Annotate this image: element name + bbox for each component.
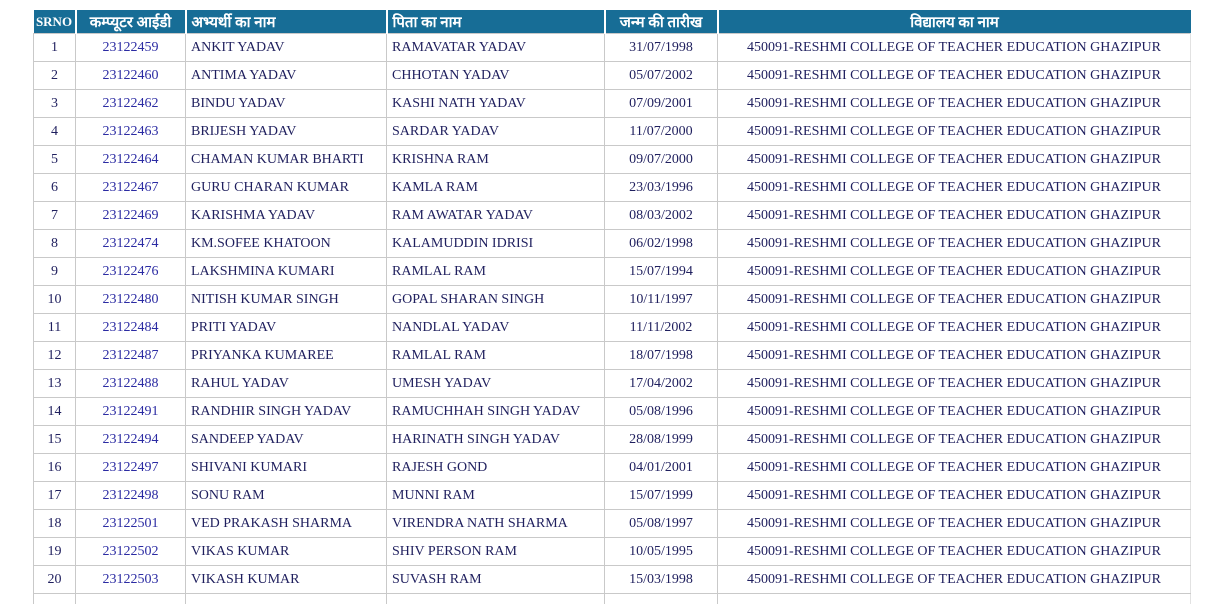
srno-cell: 4 <box>34 118 76 146</box>
computer-id-link[interactable]: 23122463 <box>76 118 186 146</box>
table-row <box>34 258 1191 286</box>
dob-cell: 31/07/1998 <box>605 34 718 62</box>
school-name-cell: 450091-RESHMI COLLEGE OF TEACHER EDUCATION GHAZIPUR <box>718 90 1191 118</box>
candidate-name-cell: RAHUL YADAV <box>186 370 387 398</box>
table-row <box>34 454 1191 482</box>
father-name-cell: VIRENDRA NATH SHARMA <box>387 510 605 538</box>
srno-cell: 8 <box>34 230 76 258</box>
dob-cell: 05/08/1997 <box>605 510 718 538</box>
srno-cell: 19 <box>34 538 76 566</box>
computer-id-link[interactable]: 23122502 <box>76 538 186 566</box>
father-name-cell: HARINATH SINGH YADAV <box>387 426 605 454</box>
table-row <box>34 314 1191 342</box>
dob-cell: 17/04/2002 <box>605 370 718 398</box>
father-name-cell: RAMLAL RAM <box>387 342 605 370</box>
dob-cell: 05/07/2002 <box>605 62 718 90</box>
candidate-name-cell: ANKIT YADAV <box>186 34 387 62</box>
school-name-cell: 450091-RESHMI COLLEGE OF TEACHER EDUCATION GHAZIPUR <box>718 398 1191 426</box>
table-row <box>34 370 1191 398</box>
srno-cell: 14 <box>34 398 76 426</box>
school-name-cell: 450091-RESHMI COLLEGE OF TEACHER EDUCATION GHAZIPUR <box>718 118 1191 146</box>
table-row <box>34 174 1191 202</box>
computer-id-link[interactable]: 23122498 <box>76 482 186 510</box>
table-row <box>34 538 1191 566</box>
srno-cell <box>34 594 76 604</box>
srno-cell: 17 <box>34 482 76 510</box>
candidate-name-cell: PRIYANKA KUMAREE <box>186 342 387 370</box>
srno-cell: 6 <box>34 174 76 202</box>
computer-id-link[interactable]: 23122474 <box>76 230 186 258</box>
father-name-cell: GOPAL SHARAN SINGH <box>387 286 605 314</box>
table-row <box>34 566 1191 594</box>
school-name-cell: 450091-RESHMI COLLEGE OF TEACHER EDUCATION GHAZIPUR <box>718 146 1191 174</box>
computer-id-link[interactable]: 23122503 <box>76 566 186 594</box>
srno-cell: 5 <box>34 146 76 174</box>
column-header-school-name: विद्यालय का नाम <box>718 10 1191 34</box>
school-name-cell <box>718 594 1191 604</box>
table-row <box>34 90 1191 118</box>
candidate-name-cell: SHIVANI KUMARI <box>186 454 387 482</box>
school-name-cell: 450091-RESHMI COLLEGE OF TEACHER EDUCATION GHAZIPUR <box>718 314 1191 342</box>
computer-id-link[interactable]: 23122480 <box>76 286 186 314</box>
father-name-cell: KASHI NATH YADAV <box>387 90 605 118</box>
dob-cell: 10/11/1997 <box>605 286 718 314</box>
father-name-cell: RAMUCHHAH SINGH YADAV <box>387 398 605 426</box>
father-name-cell: SARDAR YADAV <box>387 118 605 146</box>
table-body <box>34 34 1191 604</box>
computer-id-link[interactable]: 23122467 <box>76 174 186 202</box>
dob-cell: 15/07/1999 <box>605 482 718 510</box>
father-name-cell: CHHOTAN YADAV <box>387 62 605 90</box>
table-row <box>34 202 1191 230</box>
column-header-dob: जन्म की तारीख <box>605 10 718 34</box>
dob-cell: 08/03/2002 <box>605 202 718 230</box>
student-records-table <box>33 10 1191 604</box>
table-row <box>34 62 1191 90</box>
table-row <box>34 342 1191 370</box>
dob-cell: 18/07/1998 <box>605 342 718 370</box>
computer-id-link <box>76 594 186 604</box>
dob-cell: 06/02/1998 <box>605 230 718 258</box>
srno-cell: 12 <box>34 342 76 370</box>
computer-id-link[interactable]: 23122497 <box>76 454 186 482</box>
candidate-name-cell: PRITI YADAV <box>186 314 387 342</box>
dob-cell: 23/03/1996 <box>605 174 718 202</box>
candidate-name-cell: BINDU YADAV <box>186 90 387 118</box>
dob-cell <box>605 594 718 604</box>
school-name-cell: 450091-RESHMI COLLEGE OF TEACHER EDUCATION GHAZIPUR <box>718 34 1191 62</box>
father-name-cell: RAMLAL RAM <box>387 258 605 286</box>
school-name-cell: 450091-RESHMI COLLEGE OF TEACHER EDUCATION GHAZIPUR <box>718 342 1191 370</box>
srno-cell: 11 <box>34 314 76 342</box>
school-name-cell: 450091-RESHMI COLLEGE OF TEACHER EDUCATION GHAZIPUR <box>718 62 1191 90</box>
candidate-name-cell: ANTIMA YADAV <box>186 62 387 90</box>
column-header-computer-id: कम्प्यूटर आईडी <box>76 10 186 34</box>
school-name-cell: 450091-RESHMI COLLEGE OF TEACHER EDUCATION GHAZIPUR <box>718 426 1191 454</box>
srno-cell: 20 <box>34 566 76 594</box>
dob-cell: 09/07/2000 <box>605 146 718 174</box>
computer-id-link[interactable]: 23122487 <box>76 342 186 370</box>
computer-id-link[interactable]: 23122462 <box>76 90 186 118</box>
school-name-cell: 450091-RESHMI COLLEGE OF TEACHER EDUCATION GHAZIPUR <box>718 566 1191 594</box>
column-header-candidate-name: अभ्यर्थी का नाम <box>186 10 387 34</box>
school-name-cell: 450091-RESHMI COLLEGE OF TEACHER EDUCATION GHAZIPUR <box>718 370 1191 398</box>
candidate-name-cell: RANDHIR SINGH YADAV <box>186 398 387 426</box>
computer-id-link[interactable]: 23122459 <box>76 34 186 62</box>
school-name-cell: 450091-RESHMI COLLEGE OF TEACHER EDUCATION GHAZIPUR <box>718 538 1191 566</box>
table-header <box>34 10 1191 34</box>
srno-cell: 10 <box>34 286 76 314</box>
father-name-cell: MUNNI RAM <box>387 482 605 510</box>
candidate-name-cell: VIKASH KUMAR <box>186 566 387 594</box>
header-row <box>34 10 1191 34</box>
computer-id-link[interactable]: 23122460 <box>76 62 186 90</box>
father-name-cell: UMESH YADAV <box>387 370 605 398</box>
column-header-father-name: पिता का नाम <box>387 10 605 34</box>
srno-cell: 3 <box>34 90 76 118</box>
computer-id-link[interactable]: 23122469 <box>76 202 186 230</box>
dob-cell: 07/09/2001 <box>605 90 718 118</box>
table-row <box>34 286 1191 314</box>
dob-cell: 10/05/1995 <box>605 538 718 566</box>
school-name-cell: 450091-RESHMI COLLEGE OF TEACHER EDUCATION GHAZIPUR <box>718 286 1191 314</box>
srno-cell: 7 <box>34 202 76 230</box>
dob-cell: 15/03/1998 <box>605 566 718 594</box>
father-name-cell: KALAMUDDIN IDRISI <box>387 230 605 258</box>
candidate-name-cell: BRIJESH YADAV <box>186 118 387 146</box>
partial-cutoff-row <box>34 594 1191 604</box>
computer-id-link[interactable]: 23122494 <box>76 426 186 454</box>
school-name-cell: 450091-RESHMI COLLEGE OF TEACHER EDUCATION GHAZIPUR <box>718 258 1191 286</box>
school-name-cell: 450091-RESHMI COLLEGE OF TEACHER EDUCATION GHAZIPUR <box>718 482 1191 510</box>
school-name-cell: 450091-RESHMI COLLEGE OF TEACHER EDUCATION GHAZIPUR <box>718 454 1191 482</box>
table-row <box>34 398 1191 426</box>
dob-cell: 11/07/2000 <box>605 118 718 146</box>
table-row <box>34 230 1191 258</box>
father-name-cell: KRISHNA RAM <box>387 146 605 174</box>
computer-id-link[interactable]: 23122501 <box>76 510 186 538</box>
father-name-cell: SUVASH RAM <box>387 566 605 594</box>
school-name-cell: 450091-RESHMI COLLEGE OF TEACHER EDUCATION GHAZIPUR <box>718 510 1191 538</box>
table-row <box>34 482 1191 510</box>
candidate-name-cell: NITISH KUMAR SINGH <box>186 286 387 314</box>
candidate-name-cell: VED PRAKASH SHARMA <box>186 510 387 538</box>
table-row <box>34 146 1191 174</box>
computer-id-link[interactable]: 23122464 <box>76 146 186 174</box>
dob-cell: 11/11/2002 <box>605 314 718 342</box>
candidate-name-cell: CHAMAN KUMAR BHARTI <box>186 146 387 174</box>
candidate-name-cell: SANDEEP YADAV <box>186 426 387 454</box>
father-name-cell: RAJESH GOND <box>387 454 605 482</box>
srno-cell: 18 <box>34 510 76 538</box>
father-name-cell: KAMLA RAM <box>387 174 605 202</box>
candidate-name-cell: LAKSHMINA KUMARI <box>186 258 387 286</box>
column-header-srno: SRNO <box>34 10 76 34</box>
srno-cell: 15 <box>34 426 76 454</box>
school-name-cell: 450091-RESHMI COLLEGE OF TEACHER EDUCATION GHAZIPUR <box>718 202 1191 230</box>
candidate-name-cell: GURU CHARAN KUMAR <box>186 174 387 202</box>
computer-id-link[interactable]: 23122484 <box>76 314 186 342</box>
computer-id-link[interactable]: 23122476 <box>76 258 186 286</box>
srno-cell: 2 <box>34 62 76 90</box>
table-row <box>34 118 1191 146</box>
dob-cell: 15/07/1994 <box>605 258 718 286</box>
father-name-cell <box>387 594 605 604</box>
table-row <box>34 34 1191 62</box>
srno-cell: 13 <box>34 370 76 398</box>
computer-id-link[interactable]: 23122491 <box>76 398 186 426</box>
candidate-name-cell: KARISHMA YADAV <box>186 202 387 230</box>
srno-cell: 16 <box>34 454 76 482</box>
dob-cell: 05/08/1996 <box>605 398 718 426</box>
candidate-name-cell <box>186 594 387 604</box>
candidate-name-cell: SONU RAM <box>186 482 387 510</box>
srno-cell: 9 <box>34 258 76 286</box>
father-name-cell: RAM AWATAR YADAV <box>387 202 605 230</box>
school-name-cell: 450091-RESHMI COLLEGE OF TEACHER EDUCATION GHAZIPUR <box>718 230 1191 258</box>
father-name-cell: SHIV PERSON RAM <box>387 538 605 566</box>
student-records-table-wrap <box>33 10 1190 604</box>
dob-cell: 04/01/2001 <box>605 454 718 482</box>
candidate-name-cell: KM.SOFEE KHATOON <box>186 230 387 258</box>
table-row <box>34 510 1191 538</box>
father-name-cell: RAMAVATAR YADAV <box>387 34 605 62</box>
father-name-cell: NANDLAL YADAV <box>387 314 605 342</box>
srno-cell: 1 <box>34 34 76 62</box>
school-name-cell: 450091-RESHMI COLLEGE OF TEACHER EDUCATION GHAZIPUR <box>718 174 1191 202</box>
table-row <box>34 426 1191 454</box>
dob-cell: 28/08/1999 <box>605 426 718 454</box>
computer-id-link[interactable]: 23122488 <box>76 370 186 398</box>
candidate-name-cell: VIKAS KUMAR <box>186 538 387 566</box>
